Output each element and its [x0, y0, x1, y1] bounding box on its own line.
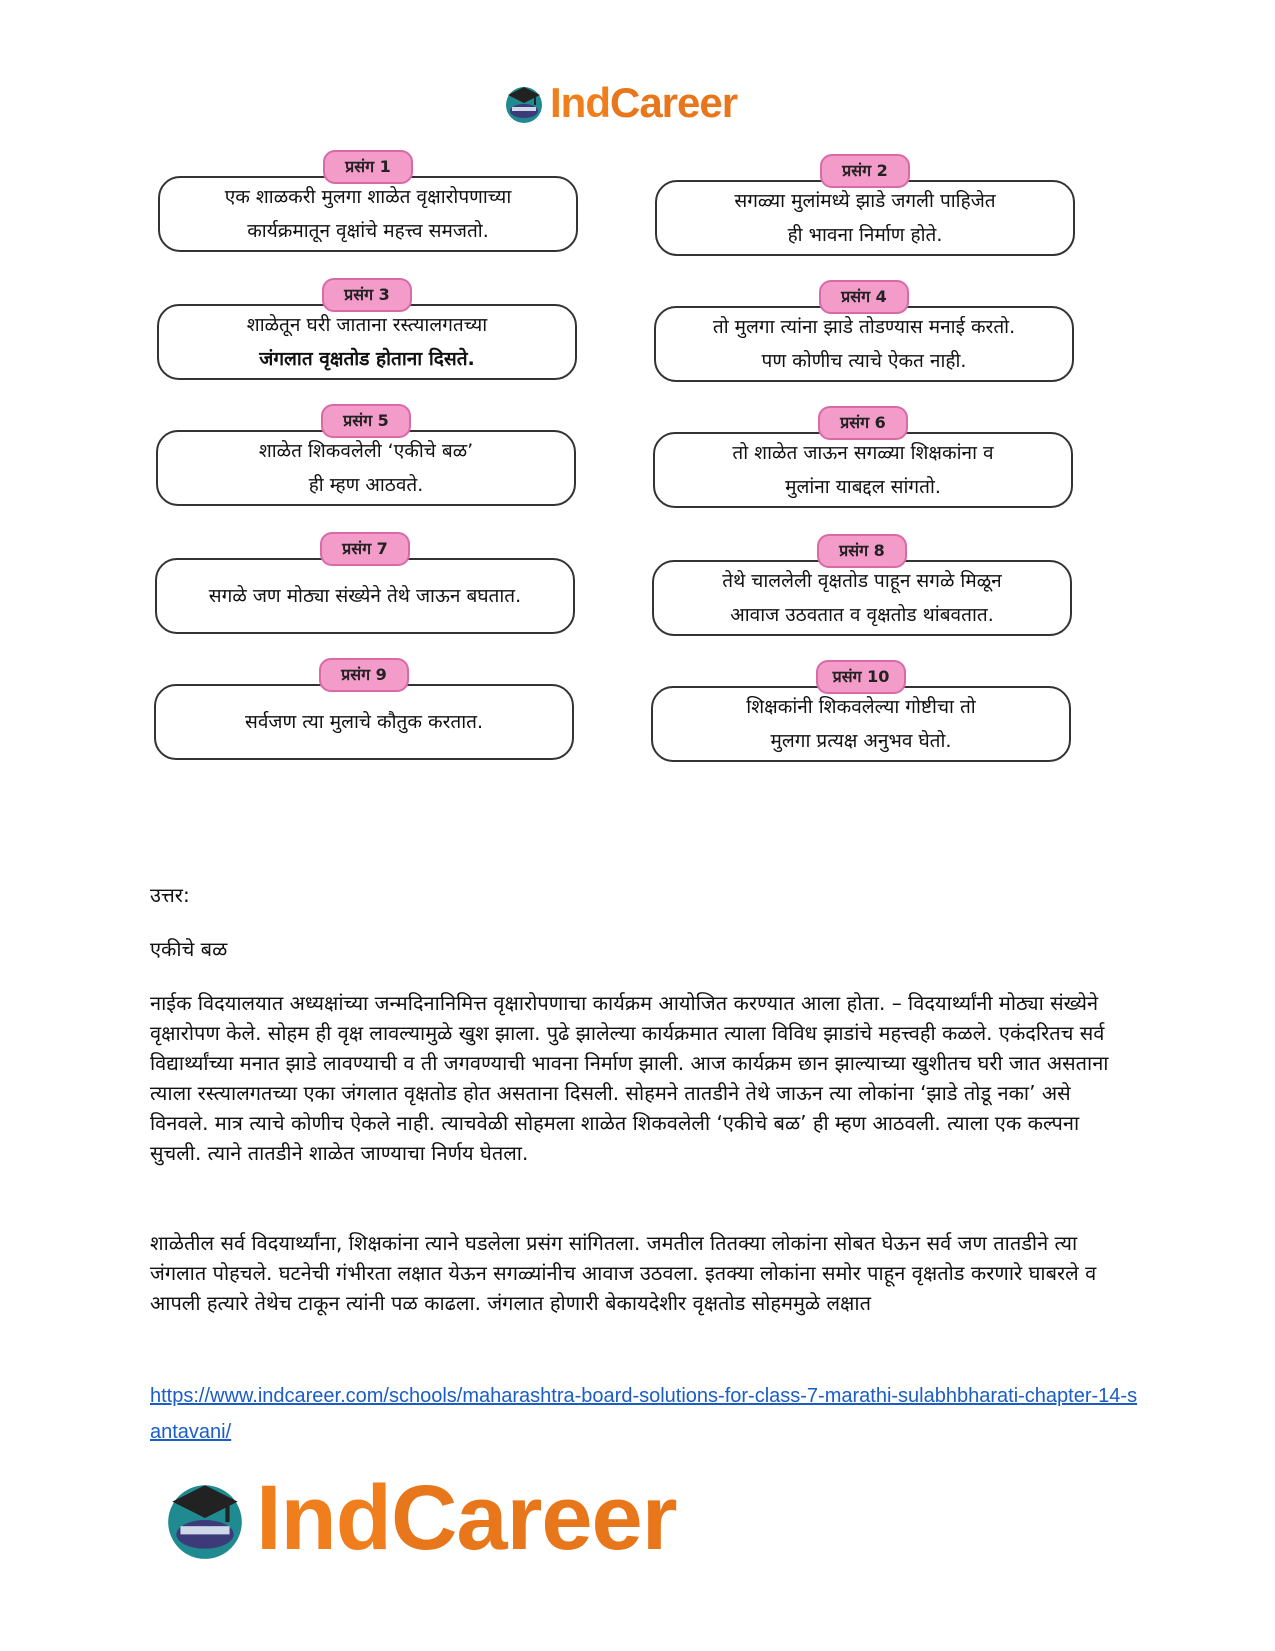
scene-tag: प्रसंग 9	[319, 658, 409, 692]
answer-label: उत्तर:	[150, 883, 190, 907]
graduation-cap-book-icon	[160, 1473, 250, 1563]
graduation-cap-book-icon	[502, 81, 546, 125]
scene-box: तेथे चाललेली वृक्षतोड पाहून सगळे मिळून आवाज उठवतात व वृक्षतोड थांबवतात.	[652, 560, 1072, 636]
answer-paragraph-1: नाईक विदयालयात अध्यक्षांच्या जन्मदिनानिमित्त वृक्षारोपणाचा कार्यक्रम आयोजित करण्यात आला होता. – विदयार्थ्यांनी मोठ्या संख्येने वृक्षारोपण केले. सोहम ही वृक्ष लावल्यामुळे खुश झाला. पुढे झालेल्या कार्यक्रमात त्याला विविध झाडांचे महत्त्वही कळले. एकंदरितच सर्व विद्यार्थ्यांच्या मनात झाडे लावण्याची व ती जगवण्याची भावना निर्माण झाली. आज कार्यक्रम छान झाल्याच्या खुशीतच घरी जात असताना त्याला रस्त्यालगतच्या एका जंगलात वृक्षतोड होत असताना दिसली. सोहमने तातडीने तेथे जाऊन त्या लोकांना ‘झाडे तोडू नका’ असे विनवले. मात्र त्याचे कोणीच ऐकले नाही. त्याचवेळी सोहमला शाळेत शिकवलेली ‘एकीचे बळ’ ही म्हण आठवली. त्याला एक कल्पना सुचली. त्याने तातडीने शाळेत जाण्याचा निर्णय घेतला.	[150, 991, 1109, 1165]
scene-box: शिक्षकांनी शिकवलेल्या गोष्टीचा तो मुलगा प्रत्यक्ष अनुभव घेतो.	[651, 686, 1071, 762]
scene-box: शाळेत शिकवलेली ‘एकीचे बळ’ ही म्हण आठवते.	[156, 430, 576, 506]
scene-box: तो शाळेत जाऊन सगळ्या शिक्षकांना व मुलांना याबद्दल सांगतो.	[653, 432, 1073, 508]
scene-tag: प्रसंग 8	[817, 534, 907, 568]
scene-tag: प्रसंग 5	[321, 404, 411, 438]
scene-tag: प्रसंग 4	[819, 280, 909, 314]
scene-tag: प्रसंग 10	[816, 660, 906, 694]
scene-box: एक शाळकरी मुलगा शाळेत वृक्षारोपणाच्या कार्यक्रमातून वृक्षांचे महत्त्व समजतो.	[158, 176, 578, 252]
logo-text: IndCareer	[550, 79, 738, 126]
source-link[interactable]: https://www.indcareer.com/schools/maharashtra-board-solutions-for-class-7-marathi-sulabhbharati-chapter-14-santavani/	[150, 1385, 1138, 1443]
scene-tag: प्रसंग 6	[818, 406, 908, 440]
scene-tag: प्रसंग 3	[322, 278, 412, 312]
scene-box: सर्वजण त्या मुलाचे कौतुक करतात.	[154, 684, 574, 760]
answer-paragraph-2: शाळेतील सर्व विदयार्थ्यांना, शिक्षकांना त्याने घडलेला प्रसंग सांगितला. जमतील तितक्या लोकांना सोबत घेऊन सर्व जण तातडीने त्या जंगलात पोहचले. घटनेची गंभीरता लक्षात येऊन सगळ्यांनीच आवाज उठवला. इतक्या लोकांना समोर पाहून वृक्षतोड करणारे घाबरले व आपली हत्यारे तेथेच टाकून त्यांनी पळ काढला. जंगलात होणारी बेकायदेशीर वृक्षतोड सोहममुळे लक्षात	[150, 1231, 1097, 1315]
answer-title: एकीचे बळ	[150, 937, 228, 961]
scene-box: तो मुलगा त्यांना झाडे तोडण्यास मनाई करतो. पण कोणीच त्याचे ऐकत नाही.	[654, 306, 1074, 382]
scene-box: शाळेतून घरी जाताना रस्त्यालगतच्या जंगलात वृक्षतोड होताना दिसते.	[157, 304, 577, 380]
scene-tag: प्रसंग 7	[320, 532, 410, 566]
scene-box: सगळे जण मोठ्या संख्येने तेथे जाऊन बघतात.	[155, 558, 575, 634]
footer-logo	[160, 1468, 677, 1568]
header-logo	[502, 78, 737, 128]
scene-tag: प्रसंग 2	[820, 154, 910, 188]
scene-tag: प्रसंग 1	[323, 150, 413, 184]
scene-diagram	[150, 150, 1130, 830]
scene-box: सगळ्या मुलांमध्ये झाडे जगली पाहिजेत ही भावना निर्माण होते.	[655, 180, 1075, 256]
logo-text: IndCareer	[256, 1466, 677, 1569]
